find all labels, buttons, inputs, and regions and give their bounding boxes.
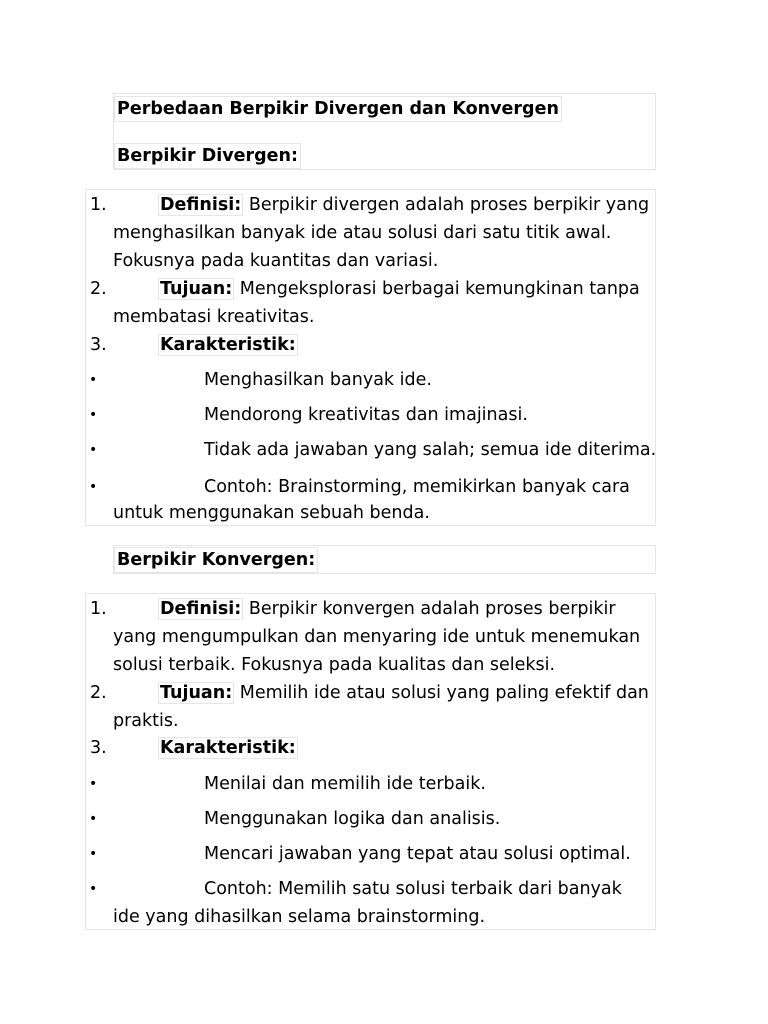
bullet-icon: • (89, 372, 98, 388)
bullet-text: Contoh: Brainstorming, memikirkan banyak cara (204, 477, 630, 497)
item-number: 1. (90, 599, 107, 619)
item-continuation: solusi terbaik. Fokusnya pada kualitas dan seleksi. (113, 655, 556, 675)
bullet-icon: • (89, 479, 98, 495)
title-block (113, 93, 656, 170)
item-number: 2. (90, 279, 107, 299)
item-number: 3. (90, 335, 107, 355)
konvergen-list (85, 593, 656, 930)
bullet-text: Menggunakan logika dan analisis. (204, 809, 501, 829)
bullet-icon: • (89, 881, 98, 897)
bullet-text: Tidak ada jawaban yang salah; semua ide diterima. (204, 440, 657, 460)
item-label: Definisi: (160, 195, 242, 215)
bullet-text: Mencari jawaban yang tepat atau solusi optimal. (204, 844, 631, 864)
item-label: Karakteristik: (160, 738, 296, 758)
item-continuation: membatasi kreativitas. (113, 307, 315, 327)
bullet-continuation: untuk menggunakan sebuah benda. (113, 503, 430, 523)
konvergen-heading-block (113, 545, 656, 574)
section-heading-konvergen: Berpikir Konvergen: (114, 547, 318, 573)
item-label: Tujuan: (160, 683, 233, 703)
item-text: Berpikir divergen adalah proses berpikir yang (248, 195, 650, 215)
bullet-icon: • (89, 846, 98, 862)
bullet-icon: • (89, 811, 98, 827)
bullet-continuation: ide yang dihasilkan selama brainstorming. (113, 907, 486, 927)
item-label: Karakteristik: (160, 335, 296, 355)
item-number: 3. (90, 738, 107, 758)
item-text: Mengeksplorasi berbagai kemungkinan tanpa (239, 279, 640, 299)
item-label: Tujuan: (160, 279, 233, 299)
bullet-text: Menilai dan memilih ide terbaik. (204, 774, 486, 794)
item-continuation: menghasilkan banyak ide atau solusi dari satu titik awal. (113, 223, 612, 243)
item-label: Definisi: (160, 599, 242, 619)
bullet-icon: • (89, 776, 98, 792)
bullet-text: Menghasilkan banyak ide. (204, 370, 432, 390)
item-text: Memilih ide atau solusi yang paling efektif dan (239, 683, 649, 703)
item-continuation: Fokusnya pada kuantitas dan variasi. (113, 251, 439, 271)
item-text: Berpikir konvergen adalah proses berpikir (248, 599, 616, 619)
document-title: Perbedaan Berpikir Divergen dan Konvergen (114, 96, 562, 122)
item-continuation: yang mengumpulkan dan menyaring ide untuk menemukan (113, 627, 641, 647)
section-heading-divergen: Berpikir Divergen: (114, 143, 301, 169)
item-number: 1. (90, 195, 107, 215)
bullet-icon: • (89, 442, 98, 458)
item-number: 2. (90, 683, 107, 703)
bullet-icon: • (89, 407, 98, 423)
divergen-list (85, 189, 656, 526)
item-continuation: praktis. (113, 711, 179, 731)
bullet-text: Mendorong kreativitas dan imajinasi. (204, 405, 528, 425)
bullet-text: Contoh: Memilih satu solusi terbaik dari banyak (204, 879, 622, 899)
